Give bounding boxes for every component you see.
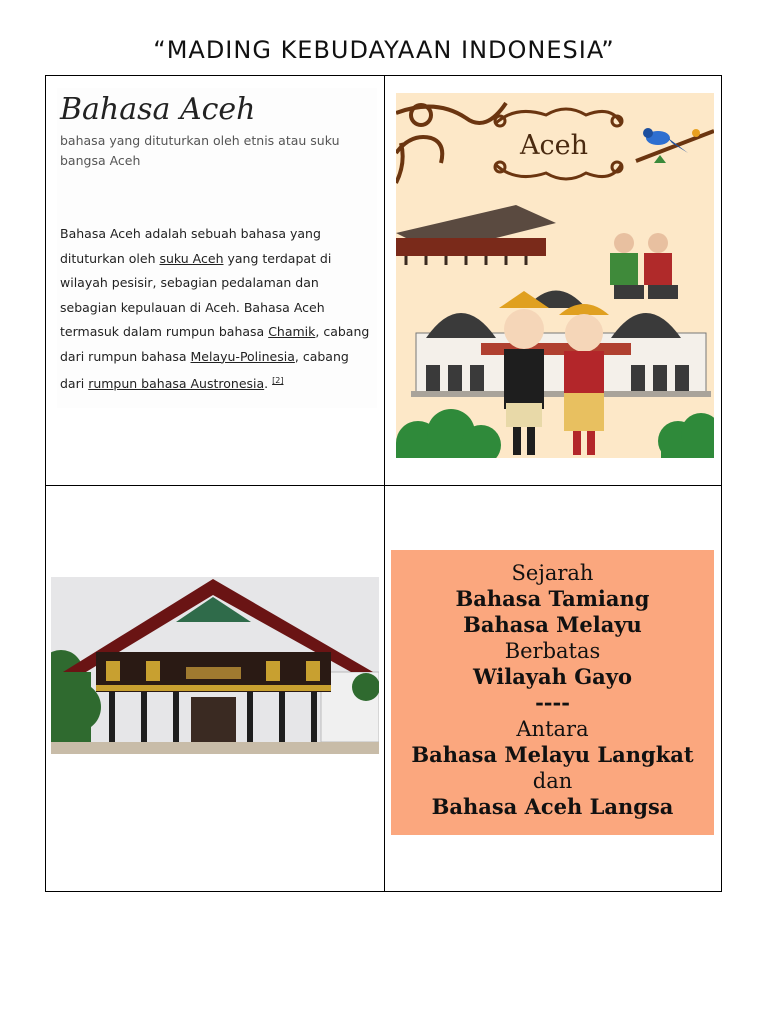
history-line: ---- xyxy=(535,690,570,715)
banner-text: Aceh xyxy=(520,130,588,161)
reference-link[interactable]: [2] xyxy=(272,376,284,385)
aceh-illustration-art xyxy=(396,93,714,458)
history-box xyxy=(391,550,714,835)
wiki-body-text: . xyxy=(264,376,273,392)
history-line: Wilayah Gayo xyxy=(473,664,632,689)
wiki-body-text: Bahasa Aceh adalah sebuah bahasa yang dituturkan oleh xyxy=(60,226,321,266)
page-title: “MADING KEBUDAYAAN INDONESIA” xyxy=(153,36,615,64)
history-line: Bahasa Aceh Langsa xyxy=(431,794,674,819)
grid-divider-vertical xyxy=(384,76,385,891)
link-suku-aceh[interactable]: suku Aceh xyxy=(159,250,224,266)
wiki-subtitle: bahasa yang dituturkan oleh etnis atau suku bangsa Aceh xyxy=(60,133,340,168)
link-chamik[interactable]: Chamik xyxy=(268,324,316,339)
history-line: Sejarah xyxy=(511,561,594,585)
wiki-body-text: yang terdapat di wilayah pesisir, sebagian pedalaman dan sebagian kepulauan di Aceh. Bahasa Aceh termasuk dalam rumpun bahasa xyxy=(60,250,332,339)
wiki-body-text: , cabang dari xyxy=(60,348,349,392)
wiki-body xyxy=(60,222,375,397)
grid-divider-horizontal xyxy=(46,485,721,486)
history-line: dan xyxy=(532,769,573,793)
rumoh-aceh-photo xyxy=(51,577,379,754)
wiki-title: Bahasa Aceh xyxy=(60,92,256,127)
history-line: Bahasa Tamiang xyxy=(455,586,650,611)
history-line: Berbatas xyxy=(504,639,601,663)
history-line: Antara xyxy=(516,717,589,741)
wiki-excerpt xyxy=(57,88,377,408)
link-melayu-polinesia[interactable]: Melayu-Polinesia xyxy=(190,348,295,364)
history-line: Bahasa Melayu xyxy=(463,612,642,637)
link-rumpun-austronesia[interactable]: rumpun bahasa Austronesia xyxy=(88,376,265,392)
aceh-illustration xyxy=(396,93,714,458)
wiki-body-text: , cabang dari rumpun bahasa xyxy=(60,324,370,364)
rumoh-aceh-photo-art xyxy=(51,577,379,754)
history-line: Bahasa Melayu Langkat xyxy=(411,742,694,767)
